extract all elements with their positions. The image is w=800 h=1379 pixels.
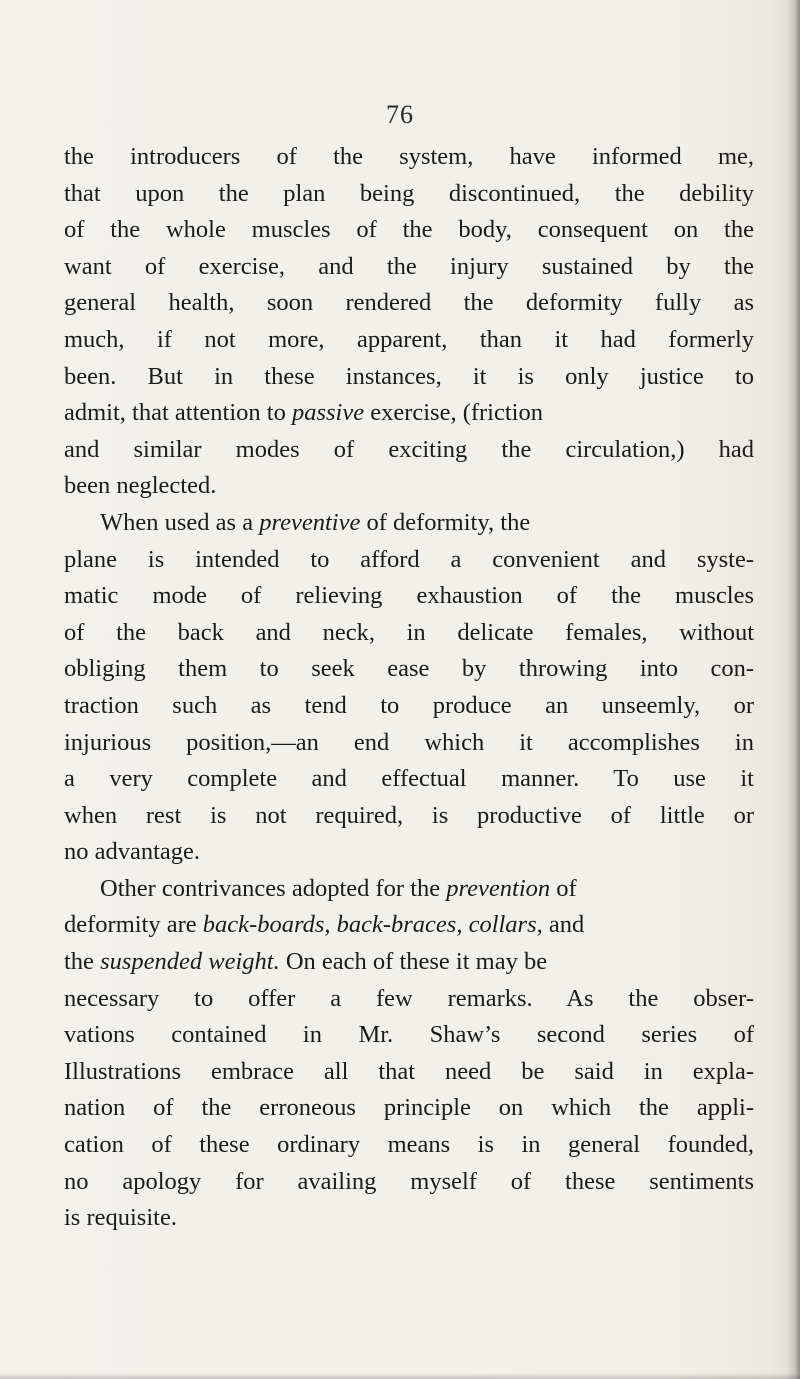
text-line: when rest is not required, is productive of little or [64, 801, 754, 829]
text-line: no apology for availing myself of these sentiments [64, 1167, 754, 1195]
text-segment: the [64, 948, 94, 976]
text-line: cation of these ordinary means is in general founded, [64, 1131, 754, 1159]
text-line: and similar modes of exciting the circulation,) had [64, 435, 754, 463]
text-segment: and [542, 911, 585, 939]
italic-term-suspended-weight: suspended weight. [100, 948, 280, 976]
text-line: no advantage. [64, 838, 201, 866]
text-line: obliging them to seek ease by throwing into con- [64, 655, 754, 683]
text-line: of the back and neck, in delicate females, without [64, 618, 754, 646]
text-segment: Other contrivances adopted for the [100, 874, 441, 902]
text-line: vations contained in Mr. Shaw’s second series of [64, 1021, 754, 1049]
text-line: want of exercise, and the injury sustained by the [64, 252, 754, 280]
italic-term-passive: passive [291, 399, 365, 427]
italic-term-devices: back-boards, back-braces, collars, [202, 911, 543, 939]
text-line: a very complete and effectual manner. To use it [64, 765, 754, 793]
text-line: much, if not more, apparent, than it had formerly [64, 325, 754, 353]
text-line: Illustrations embrace all that need be said in expla- [64, 1057, 754, 1085]
text-line: the introducers of the system, have informed me, [64, 143, 754, 170]
text-line: is requisite. [64, 1204, 177, 1232]
text-segment: of [550, 874, 577, 902]
text-line [64, 907, 754, 944]
text-line [64, 871, 754, 908]
text-segment: of deformity, the [360, 508, 531, 536]
text-line: matic mode of relieving exhaustion of the muscles [64, 582, 754, 610]
text-line: been. But in these instances, it is only justice to [64, 362, 754, 390]
italic-term-prevention: prevention [446, 874, 551, 902]
text-segment: When used as a [100, 508, 254, 536]
text-line [64, 944, 754, 981]
page-bottom-shadow [0, 1373, 800, 1379]
text-segment: exercise, (friction [364, 399, 543, 427]
text-line [64, 505, 754, 542]
text-segment: deformity are [64, 911, 197, 939]
text-segment: On each of these it may be [279, 948, 548, 976]
text-line: of the whole muscles of the body, consequent on the [64, 216, 754, 244]
text-line: that upon the plan being discontinued, the debility [64, 179, 754, 207]
italic-term-preventive: preventive [259, 508, 361, 536]
text-line: traction such as tend to produce an unseemly, or [64, 691, 754, 719]
text-line: nation of the erroneous principle on which the appli- [64, 1094, 754, 1122]
text-segment: admit, that attention to [64, 399, 286, 427]
body-text [64, 139, 754, 1237]
text-line [64, 395, 754, 432]
text-line: been neglected. [64, 472, 217, 500]
text-line: necessary to offer a few remarks. As the obser- [64, 984, 754, 1012]
text-line: general health, soon rendered the deformity fully as [64, 289, 754, 317]
text-line: injurious position,—an end which it accomplishes in [64, 728, 754, 756]
text-line: plane is intended to afford a convenient and syste- [64, 545, 754, 573]
page-edge-shadow [786, 0, 800, 1379]
page-number: 76 [386, 100, 414, 129]
